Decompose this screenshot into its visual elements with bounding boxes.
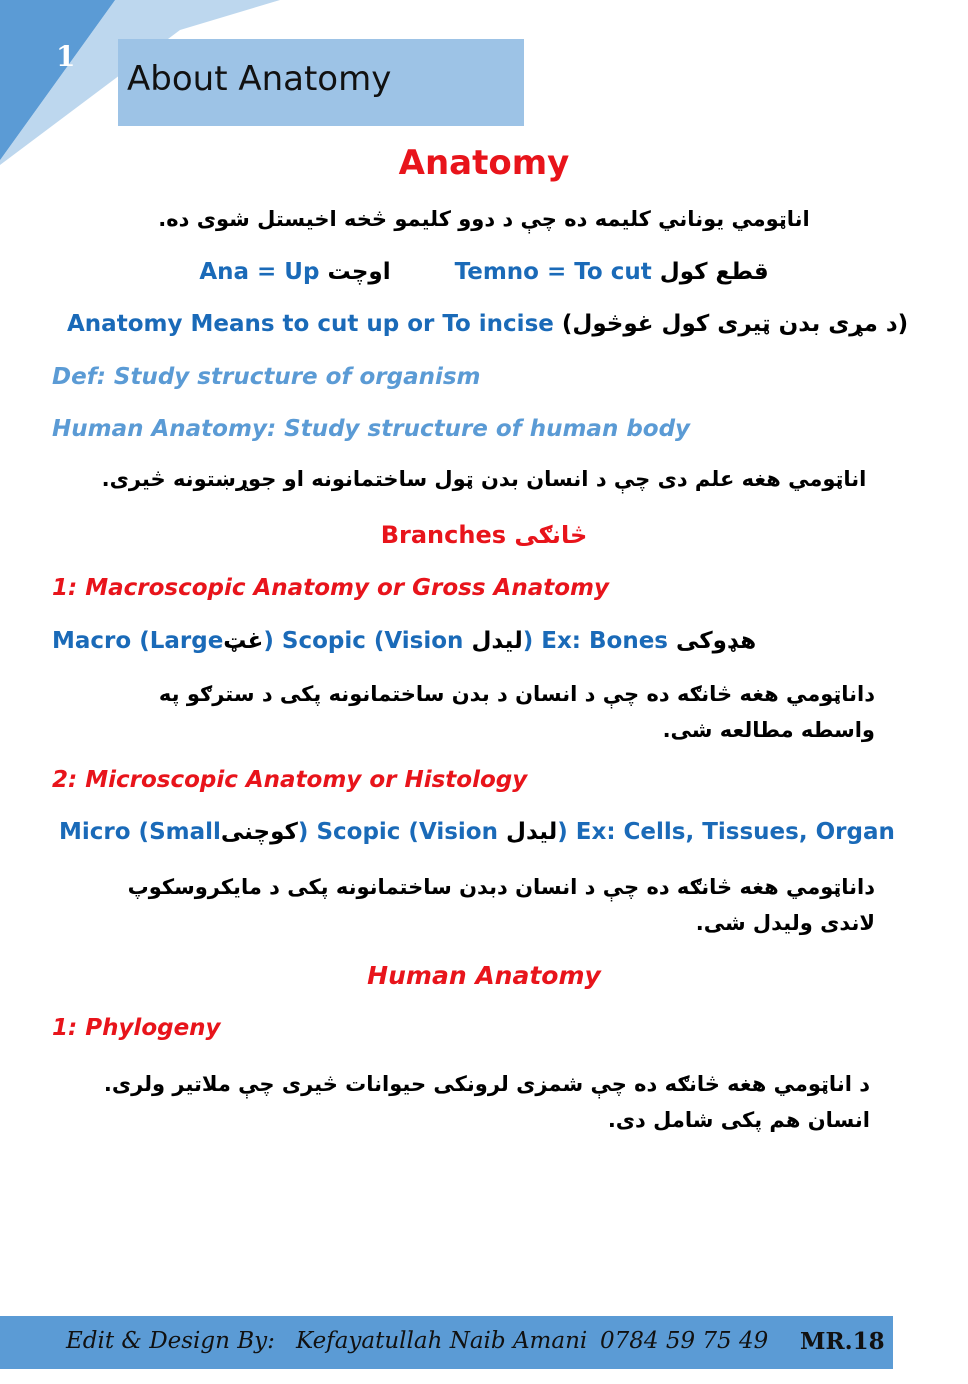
micro-part-a-pashto: کوچنی: [220, 819, 298, 845]
etymology-line: [30, 259, 938, 285]
temno-term: Temno = To cut: [454, 259, 652, 285]
macro-part-a: Macro (Large: [52, 628, 224, 654]
human-anatomy-pashto: اناټومي هغه علم دی چې د انسان بدن ټول ساختمانونه او جوړښتونه څیری.: [101, 467, 867, 491]
macro-part-c: ) Ex: Bones: [522, 628, 668, 654]
meaning-pashto: (د مړی بدن ټیری کول غوڅول): [561, 311, 909, 337]
footer-code: MR.18: [800, 1328, 885, 1355]
phylogeny-description: د اناټومي هغه څانګه ده چې شمزی لرونکی حیوانات څیری چې ملاتیر ولری. انسان هم پکی شامل دی.: [103, 1072, 870, 1132]
footer-bar: [0, 1316, 893, 1369]
micro-description: داناټومي هغه څانګه ده چې د انسان دبدن ساختمانونه پکی د مایکروسکوپ لاندی ولیدل شی.: [127, 875, 875, 935]
macro-part-b: ) Scopic (Vision: [263, 628, 464, 654]
definition: Def: Study structure of organism: [52, 364, 481, 390]
micro-part-b-pashto: لیدل: [506, 819, 558, 845]
header-title-box: [118, 39, 524, 126]
meaning-line: [67, 311, 968, 337]
macro-line: [52, 628, 960, 654]
branches-pashto: څانګی: [514, 521, 588, 549]
human-anatomy-heading: Human Anatomy: [367, 961, 601, 990]
footer-author: Kefayatullah Naib Amani: [296, 1328, 588, 1354]
ana-pashto: اوچت: [327, 259, 391, 285]
human-anatomy-definition: Human Anatomy: Study structure of human body: [52, 416, 691, 442]
micro-part-b: ) Scopic (Vision: [297, 819, 498, 845]
temno-pashto: قطع کول: [659, 259, 769, 285]
macro-description: داناټومي هغه څانګه ده چې د انسان د بدن ساختمانونه پکی د سترګو په واسطه مطالعه شی.: [158, 682, 875, 742]
macro-part-c-pashto: هډوکی: [676, 628, 757, 654]
header-title: About Anatomy: [127, 59, 392, 99]
macro-part-b-pashto: لیدل: [471, 628, 523, 654]
intro-pashto: اناټومي يوناني کلیمه ده چې د دوو کلیمو څخه اخیستل شوی ده.: [158, 207, 810, 231]
branches-english: Branches: [380, 521, 507, 549]
branches-heading: [30, 521, 938, 549]
page-number: 1: [56, 40, 76, 73]
micro-line: [59, 819, 967, 845]
macro-part-a-pashto: غټ: [223, 628, 264, 654]
macro-heading: 1: Macroscopic Anatomy or Gross Anatomy: [52, 575, 609, 601]
main-title: Anatomy: [398, 143, 570, 183]
phylogeny-heading: 1: Phylogeny: [52, 1015, 221, 1041]
micro-part-a: Micro (Small: [59, 819, 221, 845]
footer-phone: 0784 59 75 49: [600, 1328, 769, 1354]
footer-edit-label: Edit & Design By:: [66, 1328, 275, 1354]
ana-term: Ana = Up: [199, 259, 320, 285]
micro-heading: 2: Microscopic Anatomy or Histology: [52, 767, 528, 793]
micro-part-c: ) Ex: Cells, Tissues, Organ: [557, 819, 895, 845]
meaning-english: Anatomy Means to cut up or To incise: [67, 311, 554, 337]
